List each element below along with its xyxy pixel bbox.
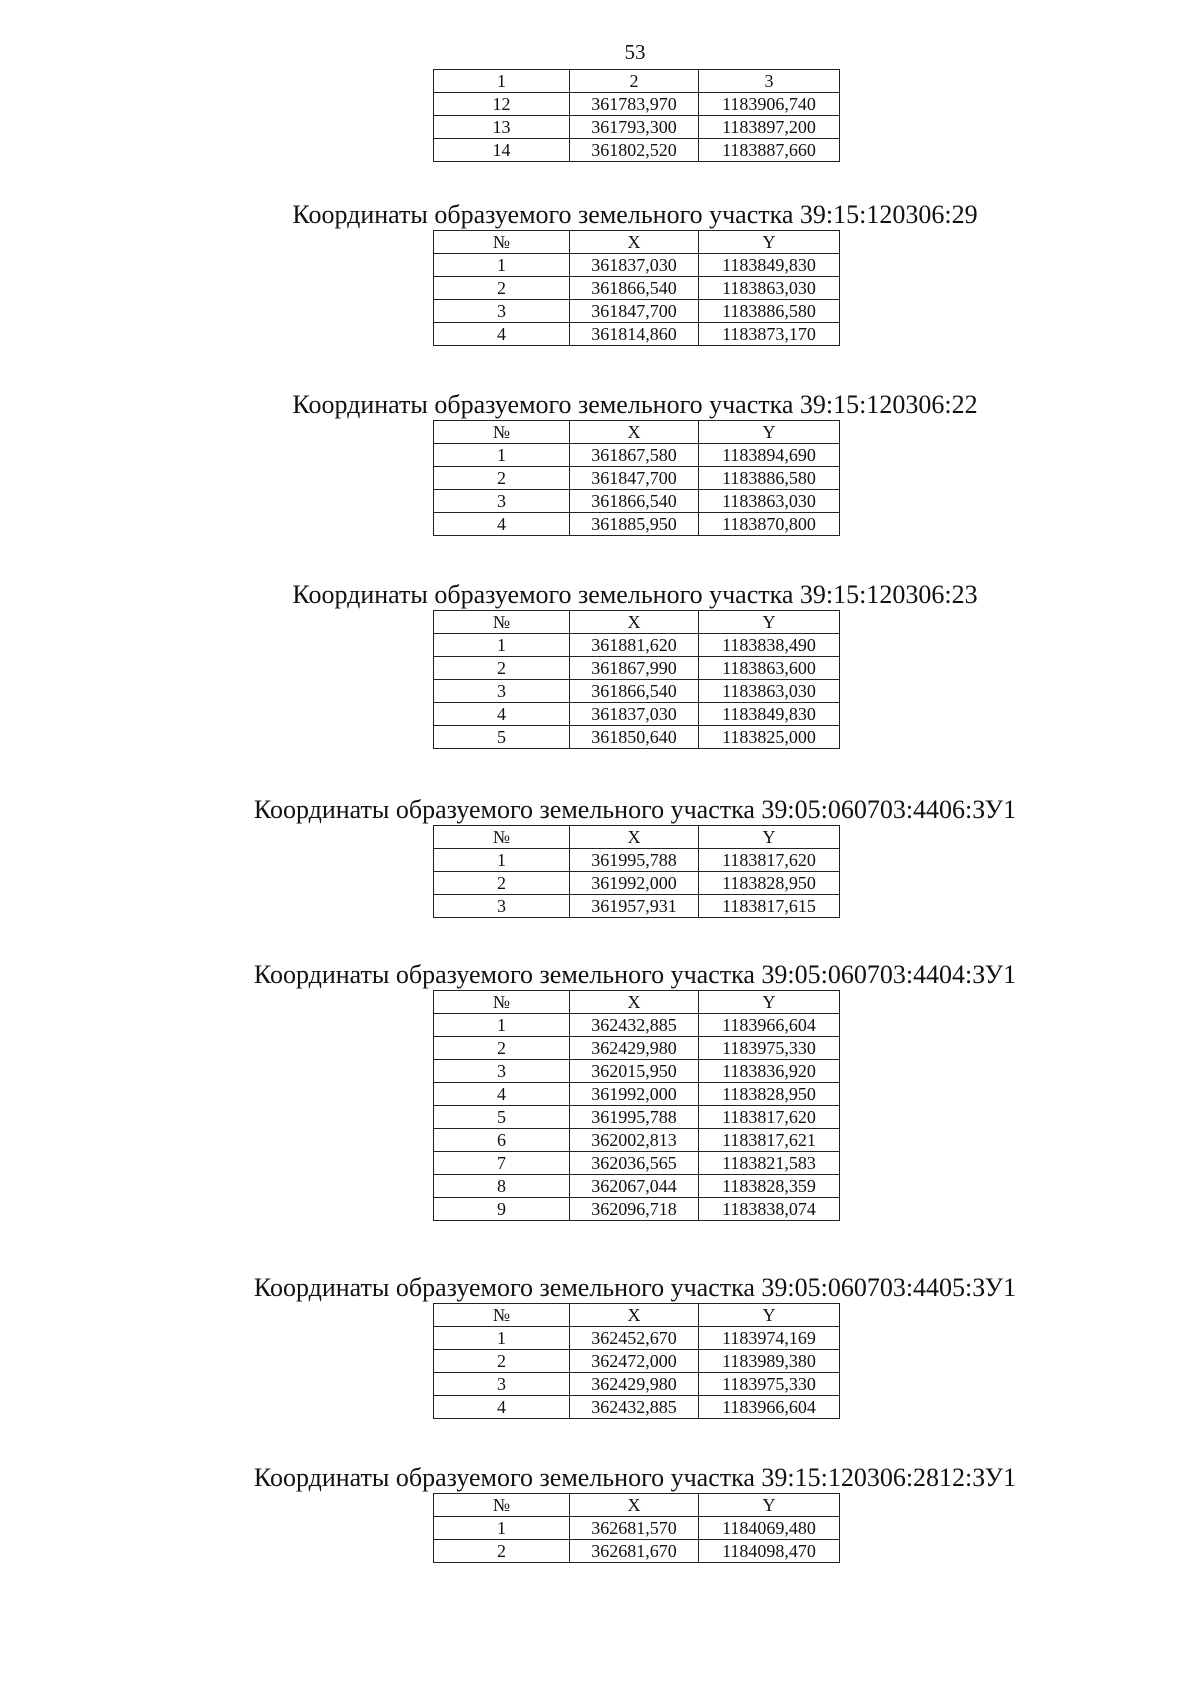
coordinates-table — [433, 825, 840, 918]
coordinates-section — [0, 200, 1200, 346]
table-cell: 361995,788 — [570, 1106, 699, 1129]
table-cell: 1183887,660 — [699, 139, 840, 162]
table-cell: 2 — [434, 657, 570, 680]
table-row — [434, 680, 840, 703]
table-header-row — [434, 826, 840, 849]
header-cell: Y — [699, 991, 840, 1014]
table-row — [434, 1540, 840, 1563]
table-cell: 2 — [434, 277, 570, 300]
table-cell: 8 — [434, 1175, 570, 1198]
table-cell: 2 — [434, 467, 570, 490]
table-cell: 362681,670 — [570, 1540, 699, 1563]
table-row — [434, 490, 840, 513]
table-cell: 1183966,604 — [699, 1396, 840, 1419]
table-row — [434, 467, 840, 490]
table-row — [434, 254, 840, 277]
table-cell: 1 — [434, 634, 570, 657]
table-cell: 1183989,380 — [699, 1350, 840, 1373]
section-title: Координаты образуемого земельного участка 39:15:120306:23 — [292, 580, 978, 609]
table-row — [434, 1083, 840, 1106]
header-cell: Y — [699, 1494, 840, 1517]
section-title: Координаты образуемого земельного участка 39:15:120306:29 — [292, 200, 978, 229]
table-row — [434, 1396, 840, 1419]
header-cell: X — [570, 1494, 699, 1517]
continuation-table — [433, 69, 840, 162]
table-cell: 1183849,830 — [699, 703, 840, 726]
table-cell: 361867,990 — [570, 657, 699, 680]
section-title: Координаты образуемого земельного участка 39:05:060703:4404:ЗУ1 — [253, 960, 1017, 989]
table-row — [434, 444, 840, 467]
table-cell: 1183817,621 — [699, 1129, 840, 1152]
header-cell: Y — [699, 826, 840, 849]
table-cell: 362096,718 — [570, 1198, 699, 1221]
table-cell: 1183828,359 — [699, 1175, 840, 1198]
table-cell: 4 — [434, 1083, 570, 1106]
table-cell: 1183975,330 — [699, 1037, 840, 1060]
header-cell: Y — [699, 1304, 840, 1327]
table-cell: 1183894,690 — [699, 444, 840, 467]
table-row — [434, 1037, 840, 1060]
table-header-row — [434, 231, 840, 254]
table-row — [434, 1373, 840, 1396]
table-cell: 361783,970 — [570, 93, 699, 116]
table-cell: 12 — [434, 93, 570, 116]
table-cell: 4 — [434, 513, 570, 536]
coordinates-table — [433, 610, 840, 749]
table-cell: 3 — [434, 300, 570, 323]
table-cell: 4 — [434, 1396, 570, 1419]
table-cell: 361992,000 — [570, 1083, 699, 1106]
table-cell: 1183966,604 — [699, 1014, 840, 1037]
table-cell: 362002,813 — [570, 1129, 699, 1152]
table-row — [434, 872, 840, 895]
table-cell: 1183886,580 — [699, 300, 840, 323]
table-cell: 361957,931 — [570, 895, 699, 918]
header-cell: X — [570, 1304, 699, 1327]
table-cell: 2 — [434, 872, 570, 895]
table-cell: 361866,540 — [570, 680, 699, 703]
page-number: 53 — [624, 40, 646, 64]
table-cell: 4 — [434, 323, 570, 346]
coordinates-table — [433, 1303, 840, 1419]
table-row — [434, 277, 840, 300]
header-cell: X — [570, 231, 699, 254]
table-cell: 1183838,490 — [699, 634, 840, 657]
table-cell: 1183873,170 — [699, 323, 840, 346]
header-cell: Y — [699, 611, 840, 634]
table-cell: 361995,788 — [570, 849, 699, 872]
table-cell: 361837,030 — [570, 254, 699, 277]
table-cell: 9 — [434, 1198, 570, 1221]
table-cell: 2 — [434, 1540, 570, 1563]
header-cell: № — [434, 1494, 570, 1517]
table-cell: 1183870,800 — [699, 513, 840, 536]
table-row — [434, 1106, 840, 1129]
table-row — [434, 895, 840, 918]
table-row — [434, 300, 840, 323]
table-cell: 362015,950 — [570, 1060, 699, 1083]
coordinates-section — [0, 1463, 1200, 1563]
table-cell: 1 — [434, 1327, 570, 1350]
table-cell: 362429,980 — [570, 1037, 699, 1060]
header-cell: № — [434, 1304, 570, 1327]
table-cell: 362472,000 — [570, 1350, 699, 1373]
table-row — [434, 1327, 840, 1350]
coordinates-table — [433, 230, 840, 346]
table-cell: 1 — [434, 849, 570, 872]
table-cell: 1184069,480 — [699, 1517, 840, 1540]
table-cell: 1183838,074 — [699, 1198, 840, 1221]
table-cell: 1183828,950 — [699, 1083, 840, 1106]
table-row — [434, 1152, 840, 1175]
table-cell: 361885,950 — [570, 513, 699, 536]
table-cell: 1 — [434, 254, 570, 277]
table-cell: 1183817,620 — [699, 1106, 840, 1129]
table-cell: 361992,000 — [570, 872, 699, 895]
header-cell: № — [434, 991, 570, 1014]
header-cell: 1 — [434, 70, 570, 93]
table-cell: 5 — [434, 726, 570, 749]
table-cell: 13 — [434, 116, 570, 139]
table-row — [434, 703, 840, 726]
table-cell: 1183817,620 — [699, 849, 840, 872]
coordinates-section — [0, 795, 1200, 918]
table-cell: 14 — [434, 139, 570, 162]
coordinates-section — [0, 580, 1200, 749]
table-cell: 361881,620 — [570, 634, 699, 657]
header-cell: 2 — [570, 70, 699, 93]
table-cell: 1183886,580 — [699, 467, 840, 490]
table-cell: 1183863,030 — [699, 680, 840, 703]
table-cell: 3 — [434, 1373, 570, 1396]
table-cell: 1183906,740 — [699, 93, 840, 116]
table-cell: 1 — [434, 444, 570, 467]
table-header-row — [434, 991, 840, 1014]
table-cell: 1183821,583 — [699, 1152, 840, 1175]
header-cell: X — [570, 826, 699, 849]
header-cell: № — [434, 826, 570, 849]
table-cell: 361847,700 — [570, 300, 699, 323]
header-cell: № — [434, 611, 570, 634]
table-cell: 4 — [434, 703, 570, 726]
section-title: Координаты образуемого земельного участка 39:15:120306:22 — [292, 390, 978, 419]
table-cell: 1183825,000 — [699, 726, 840, 749]
table-cell: 362452,670 — [570, 1327, 699, 1350]
table-cell: 1183863,600 — [699, 657, 840, 680]
header-cell: X — [570, 421, 699, 444]
table-cell: 3 — [434, 1060, 570, 1083]
table-cell: 361837,030 — [570, 703, 699, 726]
table-cell: 361866,540 — [570, 490, 699, 513]
table-cell: 1 — [434, 1014, 570, 1037]
table-cell: 1183836,920 — [699, 1060, 840, 1083]
table-cell: 3 — [434, 490, 570, 513]
coordinates-table — [433, 1493, 840, 1563]
table-row — [434, 139, 840, 162]
table-header-row — [434, 70, 840, 93]
header-cell: Y — [699, 421, 840, 444]
table-cell: 361847,700 — [570, 467, 699, 490]
table-cell: 1183863,030 — [699, 277, 840, 300]
table-row — [434, 1060, 840, 1083]
coordinates-section — [0, 960, 1200, 1221]
table-cell: 361866,540 — [570, 277, 699, 300]
header-cell: Y — [699, 231, 840, 254]
table-cell: 362432,885 — [570, 1014, 699, 1037]
table-cell: 2 — [434, 1350, 570, 1373]
table-row — [434, 513, 840, 536]
table-row — [434, 1014, 840, 1037]
table-cell: 5 — [434, 1106, 570, 1129]
table-cell: 6 — [434, 1129, 570, 1152]
table-cell: 361850,640 — [570, 726, 699, 749]
table-cell: 362429,980 — [570, 1373, 699, 1396]
table-cell: 1 — [434, 1517, 570, 1540]
table-cell: 362036,565 — [570, 1152, 699, 1175]
table-cell: 1184098,470 — [699, 1540, 840, 1563]
table-cell: 361814,860 — [570, 323, 699, 346]
table-cell: 1183897,200 — [699, 116, 840, 139]
coordinates-section — [0, 390, 1200, 536]
header-cell: 3 — [699, 70, 840, 93]
table-cell: 362681,570 — [570, 1517, 699, 1540]
coordinates-table — [433, 420, 840, 536]
table-cell: 1183974,169 — [699, 1327, 840, 1350]
table-header-row — [434, 1304, 840, 1327]
table-cell: 362432,885 — [570, 1396, 699, 1419]
table-row — [434, 849, 840, 872]
table-cell: 1183849,830 — [699, 254, 840, 277]
section-title: Координаты образуемого земельного участка 39:05:060703:4406:ЗУ1 — [253, 795, 1017, 824]
table-row — [434, 323, 840, 346]
coordinates-section — [0, 1273, 1200, 1419]
table-cell: 1183828,950 — [699, 872, 840, 895]
section-title: Координаты образуемого земельного участка 39:15:120306:2812:ЗУ1 — [253, 1463, 1017, 1492]
table-cell: 1183863,030 — [699, 490, 840, 513]
table-cell: 1183975,330 — [699, 1373, 840, 1396]
table-header-row — [434, 1494, 840, 1517]
table-row — [434, 1129, 840, 1152]
header-cell: X — [570, 611, 699, 634]
table-cell: 3 — [434, 895, 570, 918]
table-row — [434, 1350, 840, 1373]
table-cell: 361867,580 — [570, 444, 699, 467]
table-row — [434, 93, 840, 116]
table-row — [434, 634, 840, 657]
table-cell: 3 — [434, 680, 570, 703]
header-cell: X — [570, 991, 699, 1014]
table-cell: 361793,300 — [570, 116, 699, 139]
table-cell: 1183817,615 — [699, 895, 840, 918]
table-row — [434, 726, 840, 749]
table-cell: 361802,520 — [570, 139, 699, 162]
section-title: Координаты образуемого земельного участка 39:05:060703:4405:ЗУ1 — [253, 1273, 1017, 1302]
table-cell: 362067,044 — [570, 1175, 699, 1198]
table-cell: 7 — [434, 1152, 570, 1175]
table-header-row — [434, 421, 840, 444]
header-cell: № — [434, 421, 570, 444]
table-row — [434, 116, 840, 139]
coordinates-table — [433, 990, 840, 1221]
table-row — [434, 1198, 840, 1221]
table-row — [434, 657, 840, 680]
table-row — [434, 1517, 840, 1540]
header-cell: № — [434, 231, 570, 254]
continuation-table-block — [0, 69, 1200, 162]
table-cell: 2 — [434, 1037, 570, 1060]
table-header-row — [434, 611, 840, 634]
table-row — [434, 1175, 840, 1198]
